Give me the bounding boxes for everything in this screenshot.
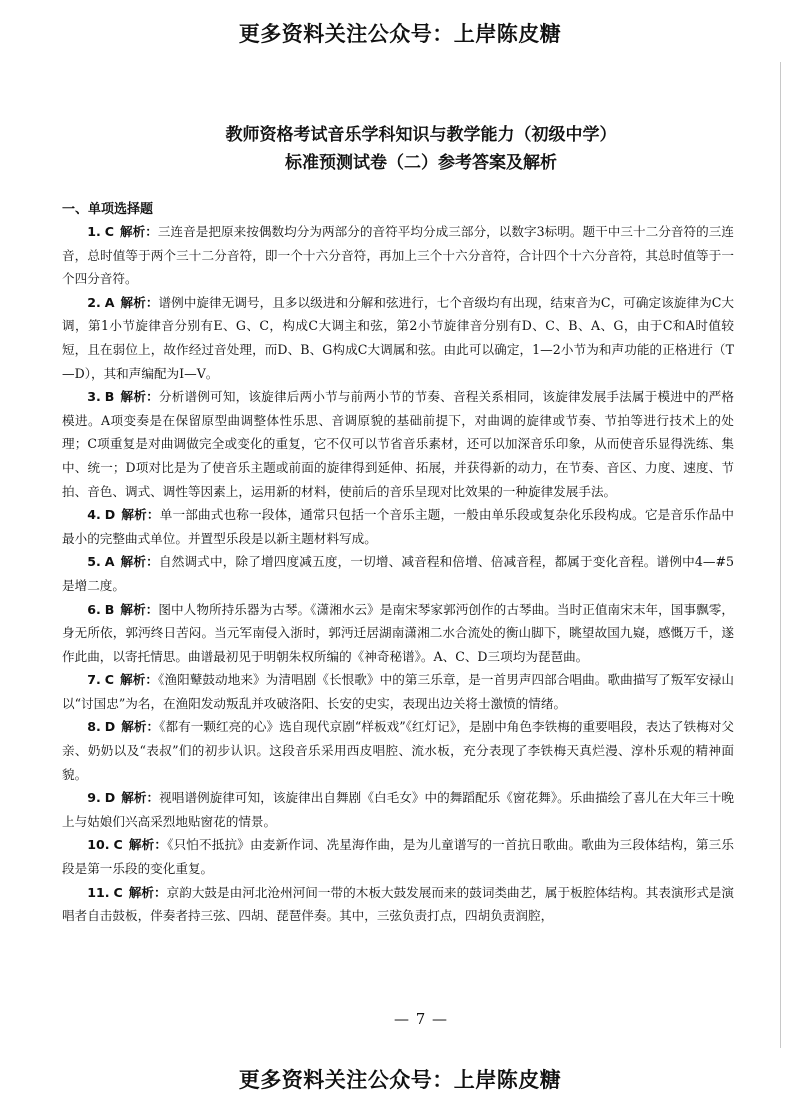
item-answer: D — [104, 719, 116, 735]
item-explanation: 《渔阳鼙鼓动地来》为清唱剧《长恨歌》中的第三乐章，是一首男声四部合唱曲。歌曲描写了叛军安禄山以“讨国忠”为名，在渔阳发动叛乱并攻破洛阳、长安的史实，表现出边关将士激愤的情绪。 — [62, 672, 735, 711]
item-number: 6. — [87, 601, 101, 617]
analysis-label: 解析： — [121, 790, 160, 806]
item-number: 3. — [87, 389, 101, 405]
answer-item-7 — [62, 668, 734, 715]
item-answer: A — [104, 294, 115, 310]
answer-item-9 — [62, 786, 734, 833]
item-answer: C — [113, 837, 123, 853]
answer-item-3 — [62, 385, 734, 503]
item-answer: C — [104, 672, 114, 688]
item-answer: D — [104, 790, 116, 806]
document-page — [62, 62, 781, 1048]
watermark-bottom: 更多资料关注公众号：上岸陈皮糖 — [238, 1068, 562, 1092]
item-explanation: 谱例中旋律无调号，且多以级进和分解和弦进行，七个音级均有出现，结束音为C，可确定该旋律为C大调，第1小节旋律音分别有E、G、C，构成C大调主和弦，第2小节旋律音分别有D、C、B、A、G，由于C和A时值较短，且在弱位上，故作经过音处理，而D、B、G构成C大调属和弦。由此可以确定，1—2小节为和声功能的正格进行（T—D），其和声编配为Ⅰ—Ⅴ。 — [62, 294, 735, 381]
item-number: 11. — [87, 884, 110, 900]
item-answer: C — [113, 884, 123, 900]
document-title: 教师资格考试音乐学科知识与教学能力（初级中学） — [225, 125, 617, 145]
item-explanation: 《只怕不抵抗》由麦新作词、冼星海作曲，是为儿童谱写的一首抗日歌曲。歌曲为三段体结构，第三乐段是第一乐段的变化重复。 — [62, 837, 735, 877]
item-number: 10. — [87, 837, 110, 853]
answer-item-1 — [62, 220, 734, 291]
item-number: 2. — [87, 294, 101, 310]
answer-item-5 — [62, 550, 734, 597]
analysis-label: 解析： — [120, 389, 159, 405]
item-explanation: 三连音是把原来按偶数均分为两部分的音符平均分成三部分，以数字3标明。题干中三十二分音符的三连音，总时值等于两个三十二分音符，即一个十六分音符，再加上三个十六分音符，合计四个十六分音符，其总时值等于一个四分音符。 — [62, 224, 735, 287]
analysis-label: 解析： — [128, 884, 167, 900]
item-answer: B — [104, 601, 115, 617]
item-number: 9. — [87, 790, 101, 806]
analysis-label: 解析： — [120, 294, 159, 310]
section-heading: 一、单项选择题 — [62, 202, 154, 217]
analysis-label: 解析： — [120, 672, 159, 688]
answer-item-8 — [62, 715, 734, 786]
answer-list — [62, 220, 734, 928]
analysis-label: 解析： — [121, 507, 160, 523]
watermark-top: 更多资料关注公众号：上岸陈皮糖 — [238, 22, 562, 46]
answer-item-2 — [62, 291, 734, 385]
item-explanation: 《都有一颗红亮的心》选自现代京剧“样板戏”《红灯记》，是剧中角色李铁梅的重要唱段，表达了铁梅对父亲、奶奶以及“表叔”们的初步认识。这段音乐采用西皮唱腔、流水板，充分表现了李铁梅天真烂漫、淳朴乐观的精神面貌。 — [62, 719, 734, 782]
analysis-label: 解析： — [120, 224, 158, 239]
document-subtitle: 标准预测试卷（二）参考答案及解析 — [285, 153, 557, 173]
item-number: 4. — [87, 507, 101, 523]
answer-item-6 — [62, 598, 734, 669]
page-number: — 7 — — [393, 1010, 449, 1028]
item-explanation: 图中人物所持乐器为古琴。《潇湘水云》是南宋琴家郭沔创作的古琴曲。当时正值南宋末年，国事飘零，身无所依，郭沔终日苦闷。当元军南侵入浙时，郭沔迁居湖南潇湘二水合流处的衡山脚下，眺望故国九嶷，感慨万千，遂作此曲，以寄托情思。曲谱最初见于明朝朱权所编的《神奇秘谱》。A、C、D三项均为琵琶曲。 — [62, 601, 734, 664]
analysis-label: 解析： — [121, 719, 160, 735]
item-number: 1. — [87, 224, 101, 239]
item-answer: B — [104, 389, 115, 405]
answer-item-4 — [62, 503, 734, 550]
answer-item-11 — [62, 881, 734, 928]
item-answer: A — [104, 554, 115, 570]
item-number: 8. — [87, 719, 101, 735]
item-explanation: 视唱谱例旋律可知，该旋律出自舞剧《白毛女》中的舞蹈配乐《窗花舞》。乐曲描绘了喜儿在大年三十晚上与姑娘们兴高采烈地贴窗花的情景。 — [62, 790, 735, 829]
analysis-label: 解析： — [128, 837, 168, 853]
analysis-label: 解析： — [120, 601, 159, 617]
item-number: 7. — [87, 672, 101, 688]
item-explanation: 自然调式中，除了增四度减五度，一切增、减音程和倍增、倍减音程，都属于变化音程。谱例中4—#5是增二度。 — [62, 554, 735, 593]
item-explanation: 分析谱例可知，该旋律后两小节与前两小节的节奏、音程关系相同，该旋律发展手法属于模进中的严格模进。A项变奏是在保留原型曲调整体性乐思、音调原貌的基础前提下，对曲调的旋律或节奏、节拍等进行技术上的处理；C项重复是对曲调做完全或变化的重复，它不仅可以节省音乐素材，还可以加深音乐印象，从而使音乐显得洗练、集中、统一；D项对比是为了使音乐主题或前面的旋律得到延伸、拓展，并获得新的动力，在节奏、音区、力度、速度、节拍、音色、调式、调性等因素上，运用新的材料，使前后的音乐呈现对比效果的一种旋律发展手法。 — [62, 389, 735, 499]
item-answer: C — [104, 224, 114, 239]
item-answer: D — [104, 507, 116, 523]
analysis-label: 解析： — [120, 554, 159, 570]
item-explanation: 京韵大鼓是由河北沧州河间一带的木板大鼓发展而来的鼓词类曲艺，属于板腔体结构。其表演形式是演唱者自击鼓板，伴奏者持三弦、四胡、琵琶伴奏。其中，三弦负责打点，四胡负责润腔， — [62, 884, 734, 924]
item-number: 5. — [87, 554, 101, 570]
answer-item-10 — [62, 833, 734, 880]
item-explanation: 单一部曲式也称一段体，通常只包括一个音乐主题，一般由单乐段或复杂化乐段构成。它是音乐作品中最小的完整曲式单位。并置型乐段是以新主题材料写成。 — [62, 507, 735, 546]
